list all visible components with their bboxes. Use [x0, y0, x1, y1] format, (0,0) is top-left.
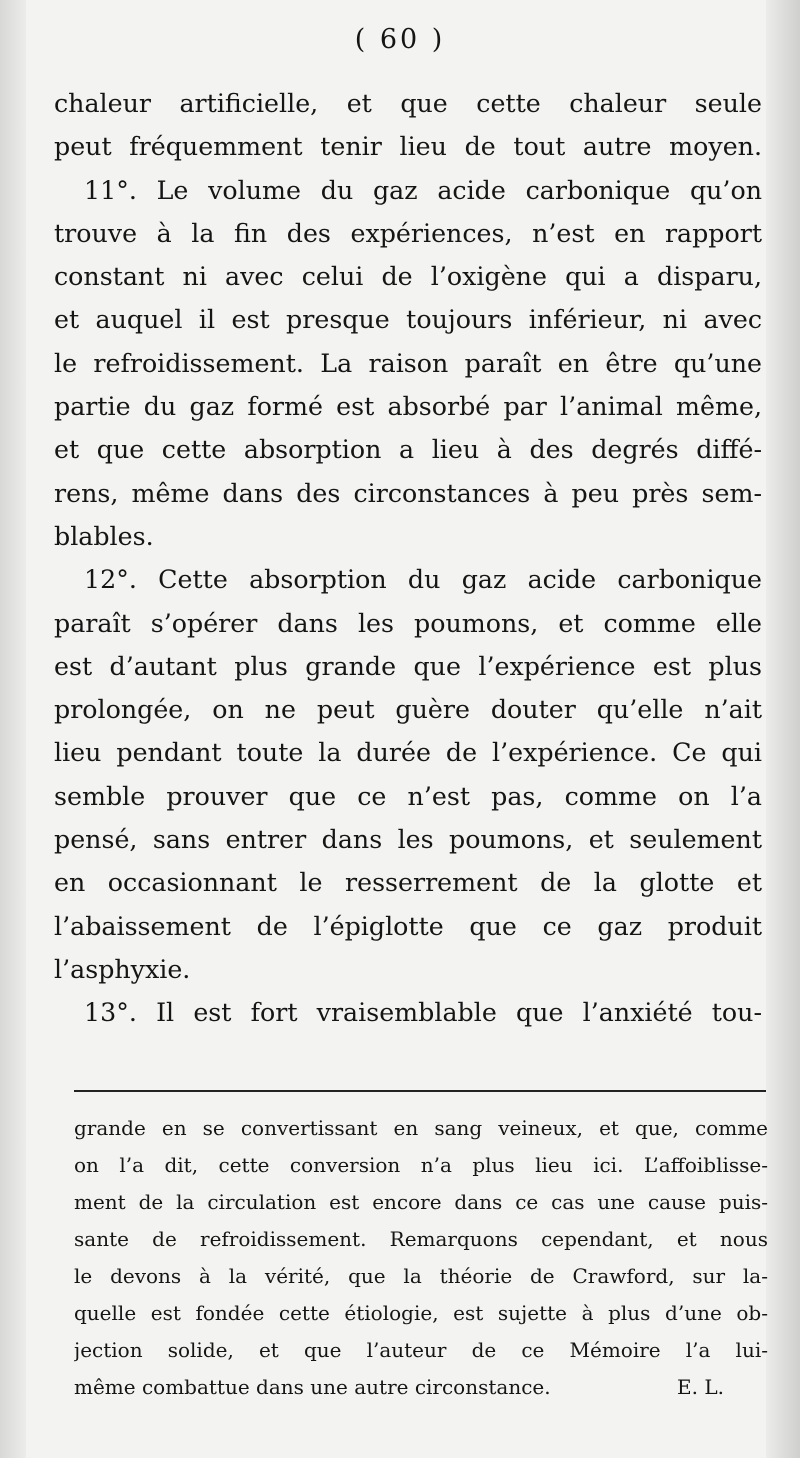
text-line: lieu pendant toute la durée de l’expérience. Ce qui [54, 738, 762, 768]
text-line: et auquel il est presque toujours inférieur, ni avec [54, 305, 762, 335]
text-line: semble prouver que ce n’est pas, comme on l’a [54, 781, 762, 811]
text-line: en occasionnant le resserrement de la glotte et [54, 868, 762, 898]
text-line: l’asphyxie. [54, 954, 191, 984]
footnote-divider [74, 1090, 766, 1092]
text-line: trouve à la fin des expériences, n’est en rapport [54, 218, 762, 248]
text-line: le refroidissement. La raison paraît en être qu’une [54, 348, 762, 378]
text-line: partie du gaz formé est absorbé par l’animal même, [54, 392, 762, 422]
footnote-line: jection solide, et que l’auteur de ce Mémoire l’a lui- [74, 1338, 768, 1362]
text-line: blables. [54, 521, 154, 551]
text-line: et que cette absorption a lieu à des degrés diffé- [54, 435, 762, 465]
page-edge-shadow-right [766, 0, 800, 1458]
text-line: chaleur artificielle, et que cette chaleur seule [54, 89, 762, 118]
main-text [54, 82, 762, 1035]
footnote-line: grande en se convertissant en sang veineux, et que, comme [74, 1116, 768, 1140]
footnote-line: sante de refroidissement. Remarquons cependant, et nous [74, 1227, 768, 1251]
footnote-line: même combattue dans une autre circonstance. [74, 1375, 551, 1399]
text-line: l’abaissement de l’épiglotte que ce gaz produit [54, 911, 762, 941]
paragraph-11-start: 11°. Le volume du gaz acide carbonique qu’on [84, 175, 762, 205]
paragraph-12-start: 12°. Cette absorption du gaz acide carbonique [84, 565, 762, 595]
text-line: rens, même dans des circonstances à peu près sem- [54, 478, 762, 508]
text-line: constant ni avec celui de l’oxigène qui a disparu, [54, 262, 762, 292]
page-number: ( 60 ) [354, 24, 446, 55]
footnote-line: le devons à la vérité, que la théorie de Crawford, sur la- [74, 1264, 768, 1288]
text-line: peut fréquemment tenir lieu de tout autre moyen. [54, 132, 762, 162]
text-line: est d’autant plus grande que l’expérience est plus [54, 651, 762, 681]
paragraph-13-start: 13°. Il est fort vraisemblable que l’anxiété tou- [84, 998, 762, 1028]
text-line: pensé, sans entrer dans les poumons, et seulement [54, 825, 762, 855]
text-line: paraît s’opérer dans les poumons, et comme elle [54, 608, 762, 638]
footnote-line: quelle est fondée cette étiologie, est sujette à plus d’une ob- [74, 1301, 768, 1325]
page-edge-shadow-left [0, 0, 26, 1458]
footnote-line: on l’a dit, cette conversion n’a plus lieu ici. L’affoiblisse- [74, 1153, 768, 1177]
footnote-last-line [74, 1369, 768, 1406]
footnote [74, 1110, 768, 1406]
text-line: prolongée, on ne peut guère douter qu’elle n’ait [54, 695, 762, 725]
footnote-signature: E. L. [677, 1375, 724, 1399]
footnote-line: ment de la circulation est encore dans ce cas une cause puis- [74, 1190, 768, 1214]
